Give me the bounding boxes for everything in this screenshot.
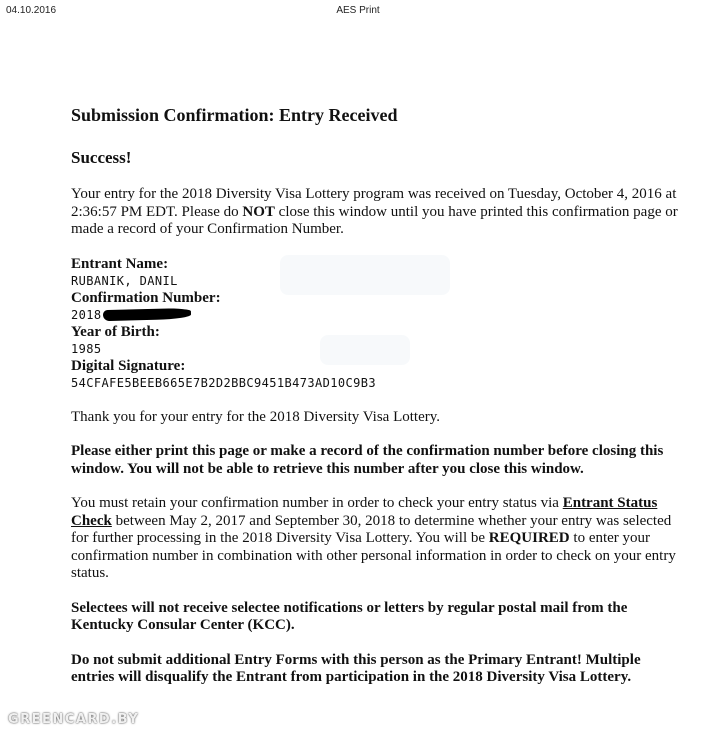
page-title: Submission Confirmation: Entry Received	[71, 105, 398, 125]
no-additional-entries-paragraph: Do not submit additional Entry Forms with this person as the Primary Entrant! Multiple entries will disqualify the Entrant from participation in the 2018 Diversity Visa Lottery.	[71, 651, 641, 685]
confirmation-number-value	[71, 307, 681, 324]
confirmation-number-prefix: 2018	[71, 307, 102, 322]
redaction-mark	[102, 307, 190, 320]
retain-text-middle: between May 2, 2017 and September 30, 2018 to determine whether your entry was selected for further processing in the 2018 Diversity Visa Lottery. You will be	[71, 512, 672, 546]
intro-text-end: close this window until you have printed this confirmation page or made a record of your Confirmation Number.	[71, 203, 678, 237]
confirmation-number-label: Confirmation Number:	[71, 289, 221, 306]
year-of-birth-label: Year of Birth:	[71, 323, 160, 340]
entrant-name-value: RUBANIK, DANIL	[71, 273, 178, 288]
required-emphasis: REQUIRED	[488, 530, 570, 546]
retain-text-start: You must retain your confirmation number in order to check your entry status via	[71, 495, 563, 511]
confirmation-content	[71, 104, 681, 704]
digital-signature-value: 54CFAFE5BEEB665E7B2D2BBC9451B473AD10C9B3	[71, 375, 376, 390]
digital-signature-label: Digital Signature:	[71, 357, 186, 374]
watermark-logo: GREENCARD.BY	[8, 712, 140, 727]
print-warning-paragraph: Please either print this page or make a record of the confirmation number before closing this window. You will not be able to retrieve this number after you close this window.	[71, 443, 664, 477]
print-date: 04.10.2016	[6, 5, 57, 16]
thanks-paragraph: Thank you for your entry for the 2018 Diversity Visa Lottery.	[71, 408, 441, 425]
retain-paragraph	[71, 495, 681, 583]
entry-fields	[71, 256, 681, 392]
intro-paragraph	[71, 186, 681, 239]
year-of-birth-value: 1985	[71, 341, 102, 356]
entrant-name-label: Entrant Name:	[71, 255, 169, 272]
intro-not-emphasis: NOT	[242, 203, 275, 220]
selectees-paragraph: Selectees will not receive selectee notifications or letters by regular postal mail from the Kentucky Consular Center (KCC).	[71, 599, 628, 633]
retain-text-end: to enter your confirmation number in combination with other personal information in order to check on your entry status.	[71, 530, 676, 581]
success-heading: Success!	[71, 148, 132, 167]
entrant-status-check-link[interactable]: Entrant Status Check	[71, 495, 658, 529]
intro-text-start: Your entry for the 2018 Diversity Visa Lottery program was received on Tuesday, October 4, 2016 at 2:36:57 PM EDT. Please do	[71, 186, 677, 220]
print-header	[6, 5, 710, 19]
print-title: AES Print	[336, 5, 380, 16]
